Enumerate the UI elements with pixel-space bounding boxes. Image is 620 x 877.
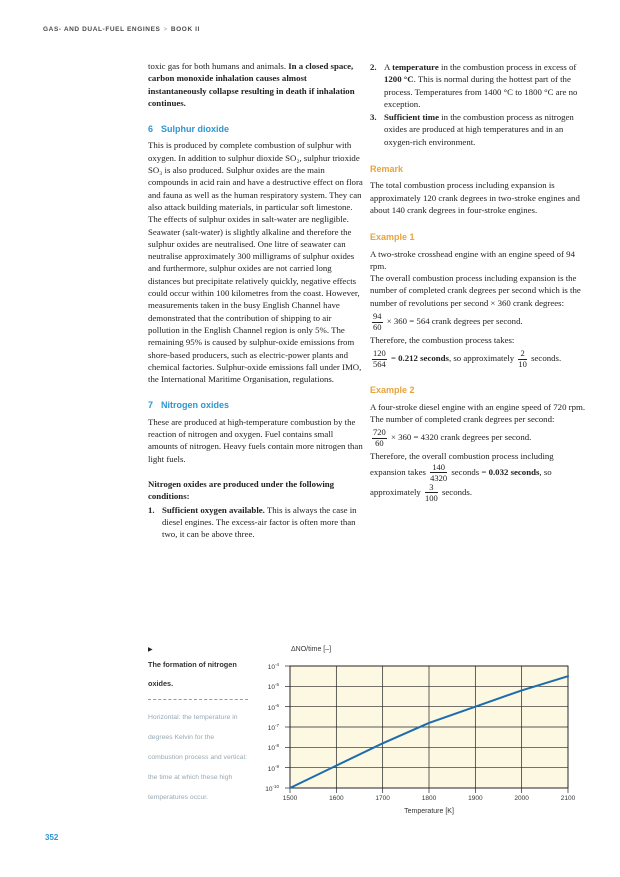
fraction-denominator: 60 [375,438,384,449]
example-2-heading: Example 2 [370,385,415,396]
equation-text: Therefore, the overall combustion process including expansion takes [370,451,554,477]
fraction-denominator: 100 [425,492,438,503]
equation-text: seconds. [439,486,473,497]
no-formation-chart [256,644,606,844]
section-7-heading [148,399,365,411]
right-column [370,60,587,503]
chart-y-tick-label: $10^{-10}$ [265,784,279,794]
intro-bold-text: In a closed space, carbon monoxide inhalation causes almost instantaneously collapse resulting in death if inhalation continues. [148,61,355,108]
equation-text: seconds = [449,466,489,477]
fraction-denominator: 4320 [430,472,448,483]
section-6-number: 6 [148,124,154,135]
page-number: 352 [45,833,59,842]
remark-heading: Remark [370,164,404,175]
equation-text: seconds. [528,353,562,364]
item-2-text2: . This is normal during the hottest part of the process. Temperatures from 1400 °C to 1800 °C are no exception. [384,74,578,109]
figure-margin-note [148,646,248,808]
example-1-p1: A two-stroke crosshead engine with an engine speed of 94 rpm. [370,248,575,271]
fraction-numerator: 3 [425,483,438,494]
fraction [425,483,438,503]
section-7-label: Nitrogen oxides [161,400,230,411]
item-2-bold1: temperature [392,62,439,72]
figure-caption: The formation of nitrogen oxides. [148,660,237,688]
fraction-numerator: 94 [373,311,382,322]
running-header [43,26,200,33]
equation-text: , so approximately [370,466,552,497]
section-7-number: 7 [148,400,154,411]
example-1-p3: Therefore, the combustion process takes: [370,335,515,346]
chart-x-tick-label: 1800 [421,795,437,802]
caption-divider [148,699,248,700]
example-1-eq1 [370,312,587,332]
fraction [372,428,387,448]
intro-text: toxic gas for both humans and animals. [148,61,289,71]
chart-x-tick-label: 1700 [375,795,390,802]
chart-x-tick-label: 2000 [514,795,529,802]
condition-item-3 [370,111,587,148]
chart-y-axis-label: ΔNO/time [–] [291,646,332,653]
item-3-bold: Sufficient time [384,112,439,123]
example-2-p2: The number of completed crank degrees per second: [370,413,555,424]
fraction-numerator: 2 [518,349,527,360]
chart-y-tick-label: $10^{-5}$ [267,682,279,692]
equation-text: = [388,353,399,364]
fraction [430,463,447,483]
chart-x-tick-label: 1500 [282,795,298,802]
chart-y-tick-label: $10^{-8}$ [267,743,279,753]
fraction [372,349,387,369]
chart-x-tick-label: 1900 [468,795,483,802]
fraction-denominator: 60 [373,322,382,333]
example-2-p3 [370,450,587,502]
chart-x-tick-label: 2100 [560,795,576,802]
fraction-denominator: 10 [518,359,527,370]
section-6-label: Sulphur dioxide [161,124,230,135]
section-7-body: These are produced at high-temperature combustion by the reaction of nitrogen and oxygen. Fuel contains small amounts of nitrogen. Heavy fuels contain more nitrogen than light fuels. [148,416,363,464]
chart-y-tick-label: $10^{-7}$ [267,723,279,733]
fraction [372,312,383,332]
remark-body: The total combustion process including expansion is approximately 120 crank degrees in two-stroke engines and about 140 crank degrees in four-stroke engines. [370,180,580,215]
chart-y-tick-label: $10^{-6}$ [267,702,279,712]
example-1-heading: Example 1 [370,232,415,243]
equation-text: × 360 = 4320 crank degrees per second. [388,432,532,443]
chart-y-tick-label: $10^{-9}$ [267,763,279,773]
equation-text: , so approximately [448,353,517,364]
item-1-marker: 1. [148,504,155,515]
figure-description: Horizontal: the temperature in degrees Kelvin for the combustion process and vertical: the time at which these high temperatures occur. [148,714,247,801]
item-2-marker: 2. [370,62,377,72]
header-book: BOOK II [170,26,200,33]
section-6-heading [148,123,365,135]
left-column [148,60,365,540]
item-1-bold: Sufficient oxygen available. [162,504,265,515]
conditions-intro: Nitrogen oxides are produced under the following conditions: [148,478,335,502]
fraction-numerator: 120 [373,348,386,359]
item-3-marker: 3. [370,112,377,123]
fraction-denominator: 564 [373,359,386,370]
breadcrumb-separator: > [163,26,168,33]
item-1-text: This is always the case in diesel engines. The excess-air factor is often more than two, it can be above three. [162,504,357,540]
equation-result-bold: 0.032 seconds [488,466,540,477]
example-2-eq1 [370,428,587,448]
example-1-eq2 [370,349,587,369]
chart-x-tick-label: 1600 [329,795,344,802]
example-2-p1: A four-stroke diesel engine with an engine speed of 720 rpm. [370,401,586,412]
no-formation-chart-svg [280,660,576,800]
item-2-bold2: 1200 °C [384,74,414,85]
fraction [518,349,527,369]
fraction-numerator: 140 [430,463,447,474]
item-2-text1: in the combustion process in excess of [438,62,577,72]
item-3-text: in the combustion process as nitrogen oxides are produced at high temperatures and in an oxygen-rich environment. [384,112,574,147]
example-1-p2: The overall combustion process including expansion is the number of completed crank degrees per second which is the number of revolutions per second × 360 crank degrees: [370,273,581,308]
condition-item-2 [370,61,587,110]
chart-x-axis-label: Temperature [K] [404,808,454,815]
item-2-lead: A [384,62,393,72]
header-title: GAS- AND DUAL-FUEL ENGINES [43,26,161,33]
chart-y-tick-label: $10^{-4}$ [267,662,279,672]
figure-pointer-icon: ▶ [148,647,153,653]
equation-text: × 360 = 564 crank degrees per second. [384,316,523,327]
equation-result-bold: 0.212 seconds [398,353,449,364]
condition-item-1 [148,504,365,541]
section-6-body: This is produced by complete combustion of sulphur with oxygen. In addition to sulphur dioxide SO₂, sulphur trioxide SO₃ is also produced. Sulphur oxides are the main compounds in acid rain and have a destructive effect on flora and fauna as well as the human respiratory system. They can also attack building materials, in particular soft limestone. The effects of sulphur oxides in salt-water are negligible. Seawater (salt-water) is slightly alkaline and therefore the sulphur oxides are neutralised. One litre of seawater can neutralise approximately 300 milligrams of sulphur oxides and furthermore, sulphur oxides are not carried long distances but precipitate relatively quickly, negative effects could occur within 100 kilometres from the coast. However, measurements taken in the busy English Channel have demonstrated that the contribution of shipping to air pollution in the English Channel region is only 5%. The remaining 95% is caused by sulphur-oxide emissions from shore-based producers, such as electric-power plants and chemical factories. Sulphur-oxide emissions fall under IMO, the International Maritime Organisation, regulations. [148,140,363,385]
fraction-numerator: 720 [373,427,386,438]
intro-paragraph [148,60,365,109]
